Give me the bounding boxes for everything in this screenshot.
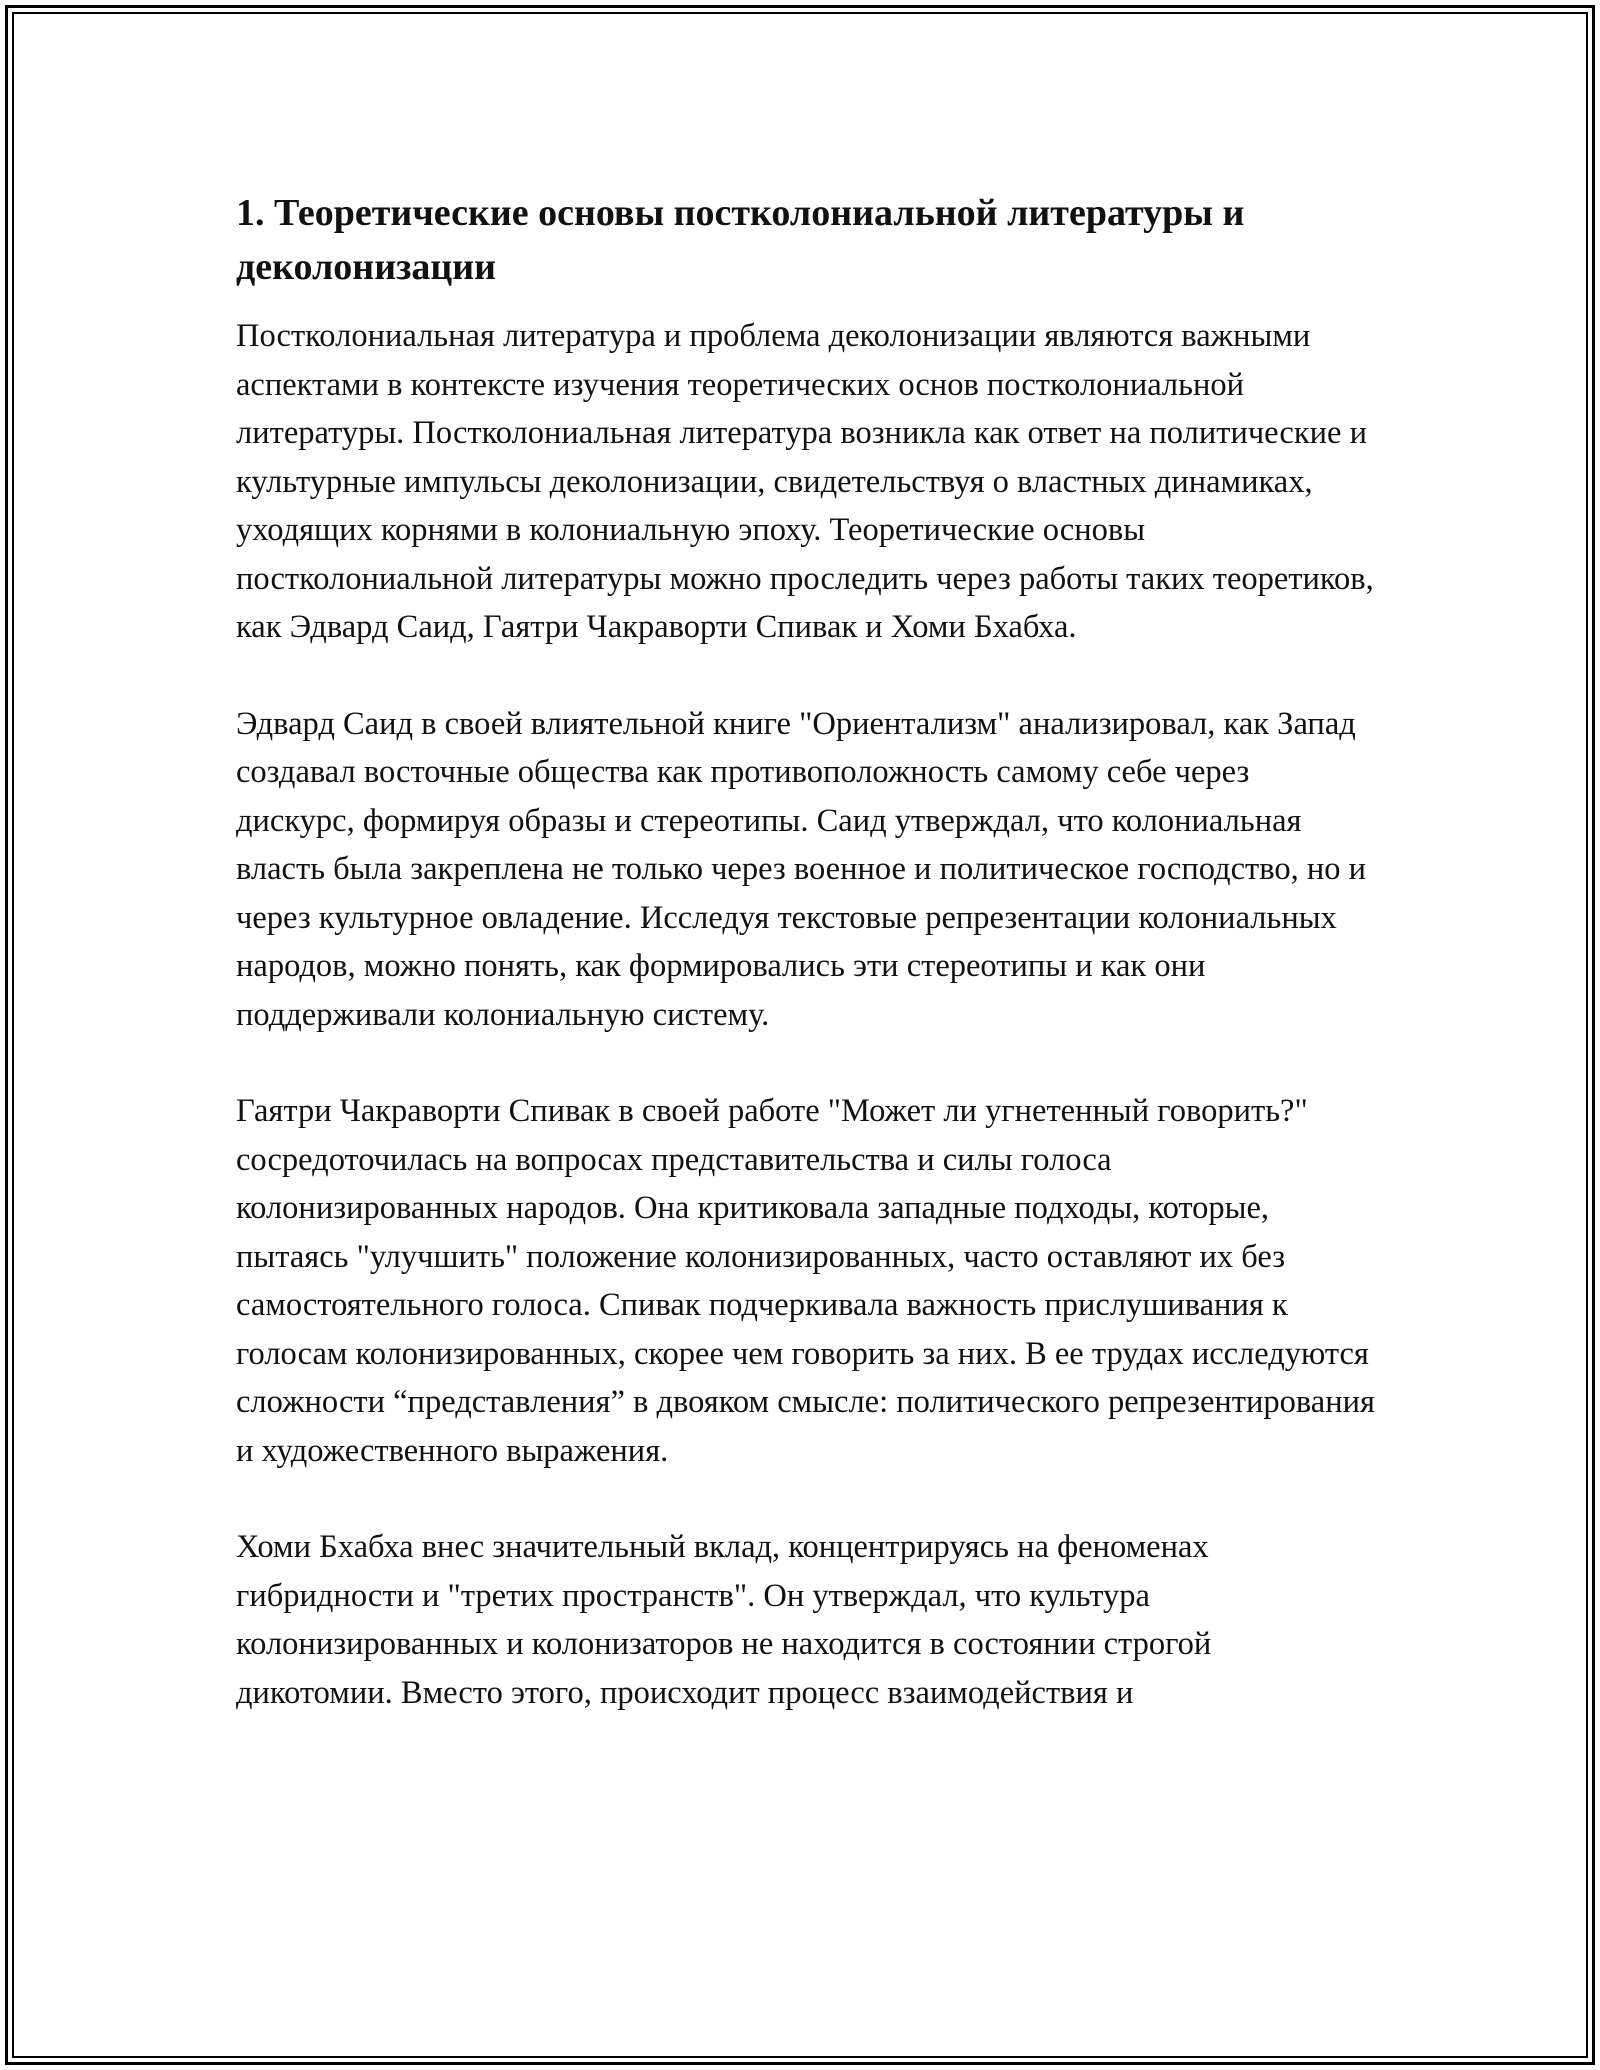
paragraph-bhabha: Хоми Бхабха внес значительный вклад, концентрируясь на феноменах гибридности и "третих пространств". Он утверждал, что культура колонизированных и колонизаторов не находится в состоянии строгой дикотомии. Вместо этого, происходит процесс взаимодействия и <box>236 1529 1212 1711</box>
section-heading: 1. Теоретические основы постколониальной литературы и деколонизации <box>236 192 1245 288</box>
paragraph-intro: Постколониальная литература и проблема деколонизации являются важными аспектами в контексте изучения теоретических основ постколониальной литературы. Постколониальная литература возникла как ответ на политические и культурные импульсы деколонизации, свидетельствуя о властных динамиках, уходящих корнями в колониальную эпоху. Теоретические основы постколониальной литературы можно проследить через работы таких теоретиков, как Эдвард Саид, Гаятри Чакраворти Спивак и Хоми Бхабха. <box>236 318 1374 645</box>
paragraph-spivak: Гаятри Чакраворти Спивак в своей работе "Может ли угнетенный говорить?" сосредоточилась на вопросах представительства и силы голоса колонизированных народов. Она критиковала западные подходы, которые, пытаясь "улучшить" положение колонизированных, часто оставляют их без самостоятельного голоса. Спивак подчеркивала важность прислушивания к голосам колонизированных, скорее чем говорить за них. В ее трудах исследуются сложности “представления” в двояком смысле: политического репрезентирования и художественного выражения. <box>236 1093 1375 1469</box>
document-body <box>236 186 1376 1765</box>
paragraph-said: Эдвард Саид в своей влиятельной книге "Ориентализм" анализировал, как Запад создавал восточные общества как противоположность самому себе через дискурс, формируя образы и стереотипы. Саид утверждал, что колониальная власть была закреплена не только через военное и политическое господство, но и через культурное овладение. Исследуя текстовые репрезентации колониальных народов, можно понять, как формировались эти стереотипы и как они поддерживали колониальную систему. <box>236 705 1366 1033</box>
